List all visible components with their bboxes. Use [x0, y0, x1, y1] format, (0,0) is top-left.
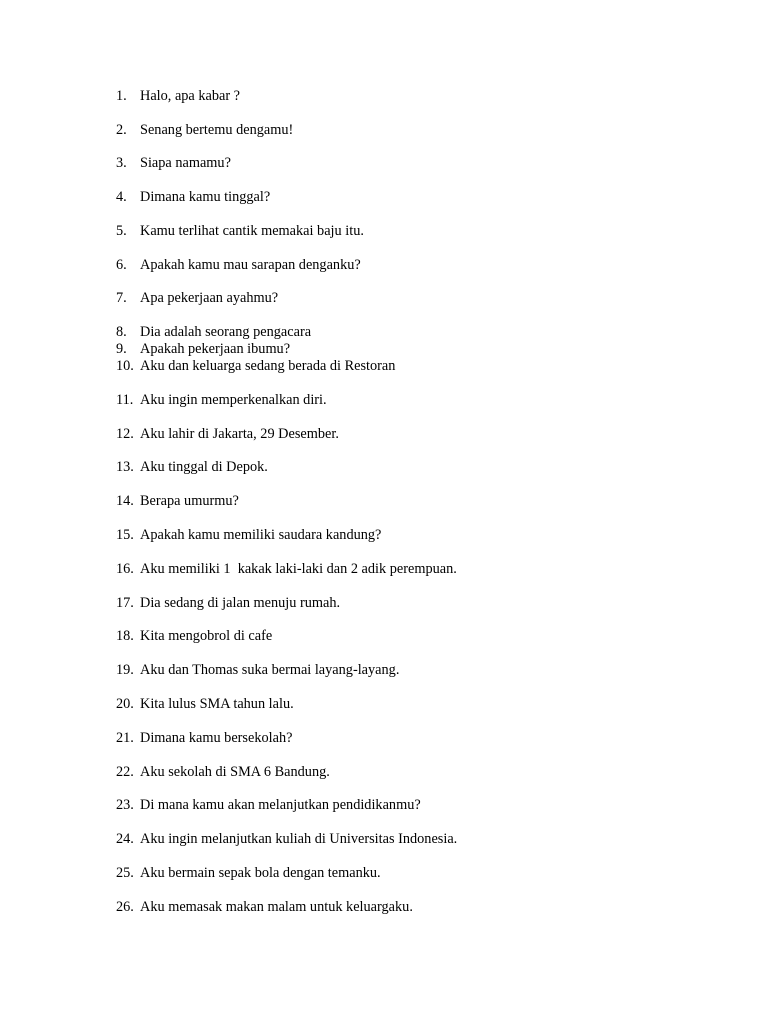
item-number: 20.	[116, 696, 134, 712]
item-number: 10.	[116, 358, 134, 374]
item-number: 25.	[116, 865, 134, 881]
item-number: 8.	[116, 324, 127, 340]
item-number: 15.	[116, 527, 134, 543]
item-text: Berapa umurmu?	[140, 493, 239, 509]
item-number: 1.	[116, 88, 127, 104]
item-text: Dia sedang di jalan menuju rumah.	[140, 595, 341, 611]
item-text: Apakah kamu memiliki saudara kandung?	[140, 527, 382, 543]
item-text: Kita mengobrol di cafe	[140, 628, 273, 644]
item-number: 7.	[116, 290, 127, 306]
item-text: Apakah pekerjaan ibumu?	[140, 341, 291, 357]
item-text: Dia adalah seorang pengacara	[140, 324, 312, 340]
item-number: 3.	[116, 155, 127, 171]
item-number: 14.	[116, 493, 134, 509]
item-number: 6.	[116, 257, 127, 273]
item-number: 18.	[116, 628, 134, 644]
item-text: Aku ingin melanjutkan kuliah di Universitas Indonesia.	[140, 831, 458, 847]
item-number: 22.	[116, 764, 134, 780]
item-number: 23.	[116, 797, 134, 813]
item-text: Apakah kamu mau sarapan denganku?	[140, 257, 361, 273]
item-number: 13.	[116, 459, 134, 475]
item-text: Kita lulus SMA tahun lalu.	[140, 696, 294, 712]
item-text: Aku sekolah di SMA 6 Bandung.	[140, 764, 330, 780]
item-text: Halo, apa kabar ?	[140, 88, 241, 104]
item-text: Dimana kamu bersekolah?	[140, 730, 293, 746]
item-text: Aku tinggal di Depok.	[140, 459, 268, 475]
item-text: Siapa namamu?	[140, 155, 231, 171]
item-text: Aku ingin memperkenalkan diri.	[140, 392, 327, 408]
item-text: Aku dan Thomas suka bermai layang-layang.	[140, 662, 400, 678]
item-number: 21.	[116, 730, 134, 746]
item-number: 11.	[116, 392, 134, 408]
item-text: Aku dan keluarga sedang berada di Restoran	[140, 358, 396, 374]
item-number: 9.	[116, 341, 127, 357]
item-number: 17.	[116, 595, 134, 611]
item-number: 2.	[116, 122, 127, 138]
item-text: Aku memiliki 1 kakak laki-laki dan 2 adik perempuan.	[140, 561, 457, 577]
item-text: Aku memasak makan malam untuk keluargaku.	[140, 899, 413, 915]
item-number: 12.	[116, 426, 134, 442]
item-number: 24.	[116, 831, 134, 847]
item-text: Dimana kamu tinggal?	[140, 189, 271, 205]
item-number: 19.	[116, 662, 134, 678]
item-number: 16.	[116, 561, 134, 577]
item-number: 26.	[116, 899, 134, 915]
item-text: Aku lahir di Jakarta, 29 Desember.	[140, 426, 339, 442]
item-number: 4.	[116, 189, 127, 205]
item-text: Di mana kamu akan melanjutkan pendidikanmu?	[140, 797, 421, 813]
item-number: 5.	[116, 223, 127, 239]
item-text: Apa pekerjaan ayahmu?	[140, 290, 279, 306]
item-text: Kamu terlihat cantik memakai baju itu.	[140, 223, 364, 239]
item-text: Senang bertemu dengamu!	[140, 122, 294, 138]
item-text: Aku bermain sepak bola dengan temanku.	[140, 865, 381, 881]
